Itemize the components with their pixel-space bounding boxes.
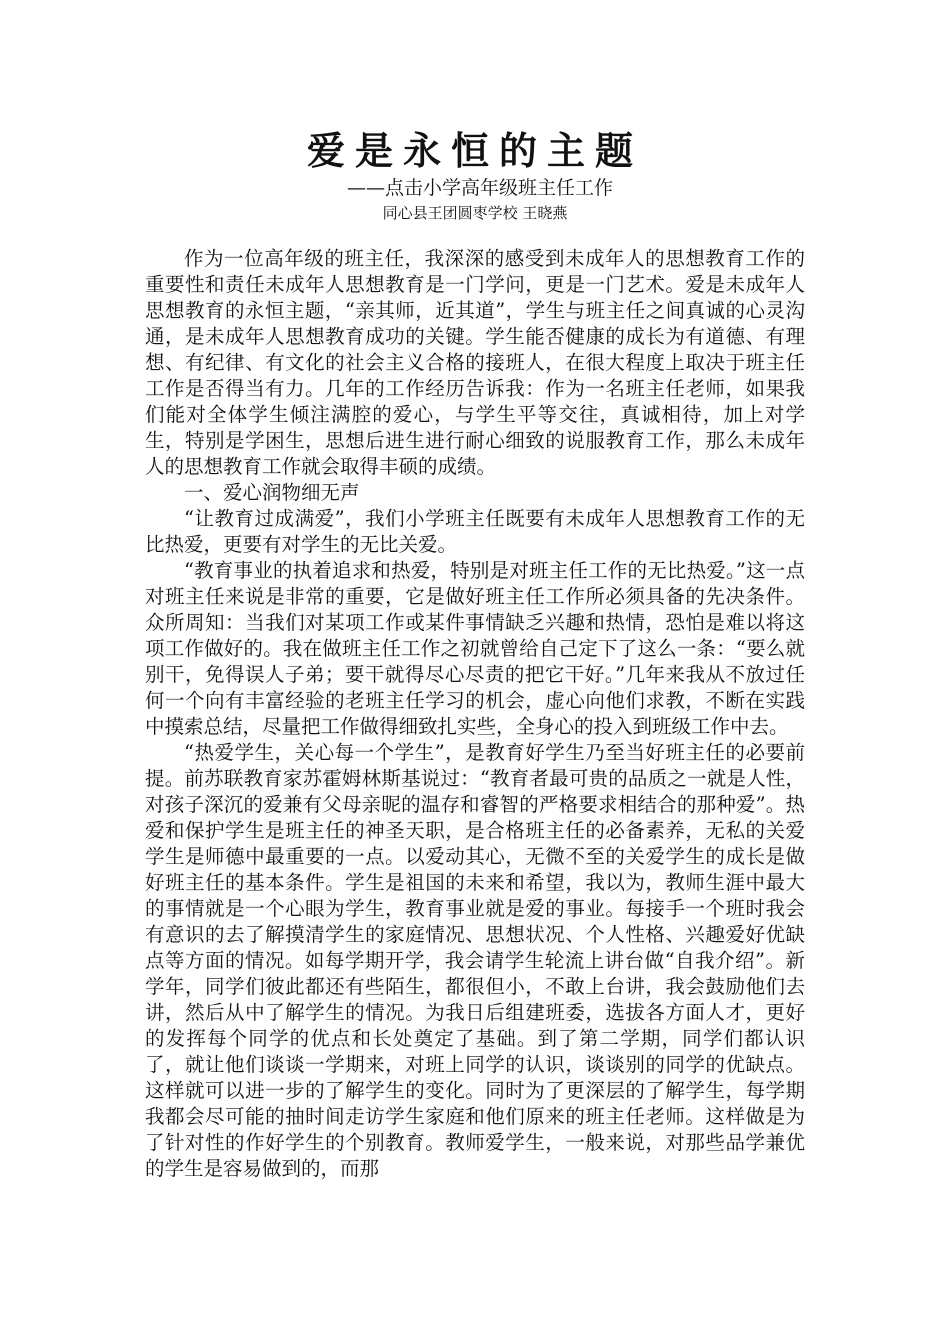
document-author: 同心县王团圆枣学校 王晓燕 [382,204,568,222]
document-title: 爱是永恒的主题 [306,128,643,173]
paragraph: “教育事业的执着追求和热爱，特别是对班主任工作的无比热爱。”这一点对班主任来说是非常的重要，它是做好班主任工作所必须具备的先决条件。众所周知：当我们对某项工作或某件事情缺乏兴趣和热情，恐怕是难以将这项工作做好的。我在做班主任工作之初就曾给自己定下了这么一条：“要么就别干，免得误人子弟；要干就得尽心尽责的把它干好。”几年来我从不放过任何一个向有丰富经验的老班主任学习的机会，虚心向他们求教，不断在实践中摸索总结，尽量把工作做得细致扎实些，全身心的投入到班级工作中去。 [145,559,805,738]
paragraph-intro: 作为一位高年级的班主任，我深深的感受到未成年人的思想教育工作的重要性和责任未成年人思想教育是一门学问，更是一门艺术。爱是未成年人思想教育的永恒主题，“亲其师，近其道”，学生与班主任之间真诚的心灵沟通，是未成年人思想教育成功的关键。学生能否健康的成长为有道德、有理想、有纪律、有文化的社会主义合格的接班人，在很大程度上取决于班主任工作是否得当有力。几年的工作经历告诉我：作为一名班主任老师，如果我们能对全体学生倾注满腔的爱心，与学生平等交往，真诚相待，加上对学生，特别是学困生，思想后进生进行耐心细致的说服教育工作，那么未成年人的思想教育工作就会取得丰硕的成绩。 [145,247,805,478]
section-heading-1: 一、爱心润物细无声 [184,481,360,504]
paragraph: “热爱学生，关心每一个学生”，是教育好学生乃至当好班主任的必要前提。前苏联教育家苏霍姆林斯基说过：“教育者最可贵的品质之一就是人性，对孩子深沉的爱兼有父母亲昵的温存和睿智的严格要求相结合的那种爱”。热爱和保护学生是班主任的神圣天职，是合格班主任的必备素养，无私的关爱学生是师德中最重要的一点。以爱动其心，无微不至的关爱学生的成长是做好班主任的基本条件。学生是祖国的未来和希望，我以为，教师生涯中最大的事情就是一个心眼为学生，教育事业就是爱的事业。每接手一个班时我会有意识的去了解摸清学生的家庭情况、思想状况、个人性格、兴趣爱好优缺点等方面的情况。如每学期开学，我会请学生轮流上讲台做“自我介绍”。新学年，同学们彼此都还有些陌生，都很但小，不敢上台讲，我会鼓励他们去讲，然后从中了解学生的情况。为我日后组建班委，选拔各方面人才，更好的发挥每个同学的优点和长处奠定了基础。到了第二学期，同学们都认识了，就让他们谈谈一学期来，对班上同学的认识，谈谈别的同学的优缺点。这样就可以进一步的了解学生的变化。同时为了更深层的了解学生，每学期我都会尽可能的抽时间走访学生家庭和他们原来的班主任老师。这样做是为了针对性的作好学生的个别教育。教师爱学生，一般来说，对那些品学兼优的学生是容易做到的，而那 [145,741,805,1180]
document-subtitle: ——点击小学高年级班主任工作 [346,177,613,199]
document-body [145,246,805,1182]
paragraph: “让教育过成满爱”，我们小学班主任既要有未成年人思想教育工作的无比热爱，更要有对学生的无比关爱。 [145,507,805,556]
